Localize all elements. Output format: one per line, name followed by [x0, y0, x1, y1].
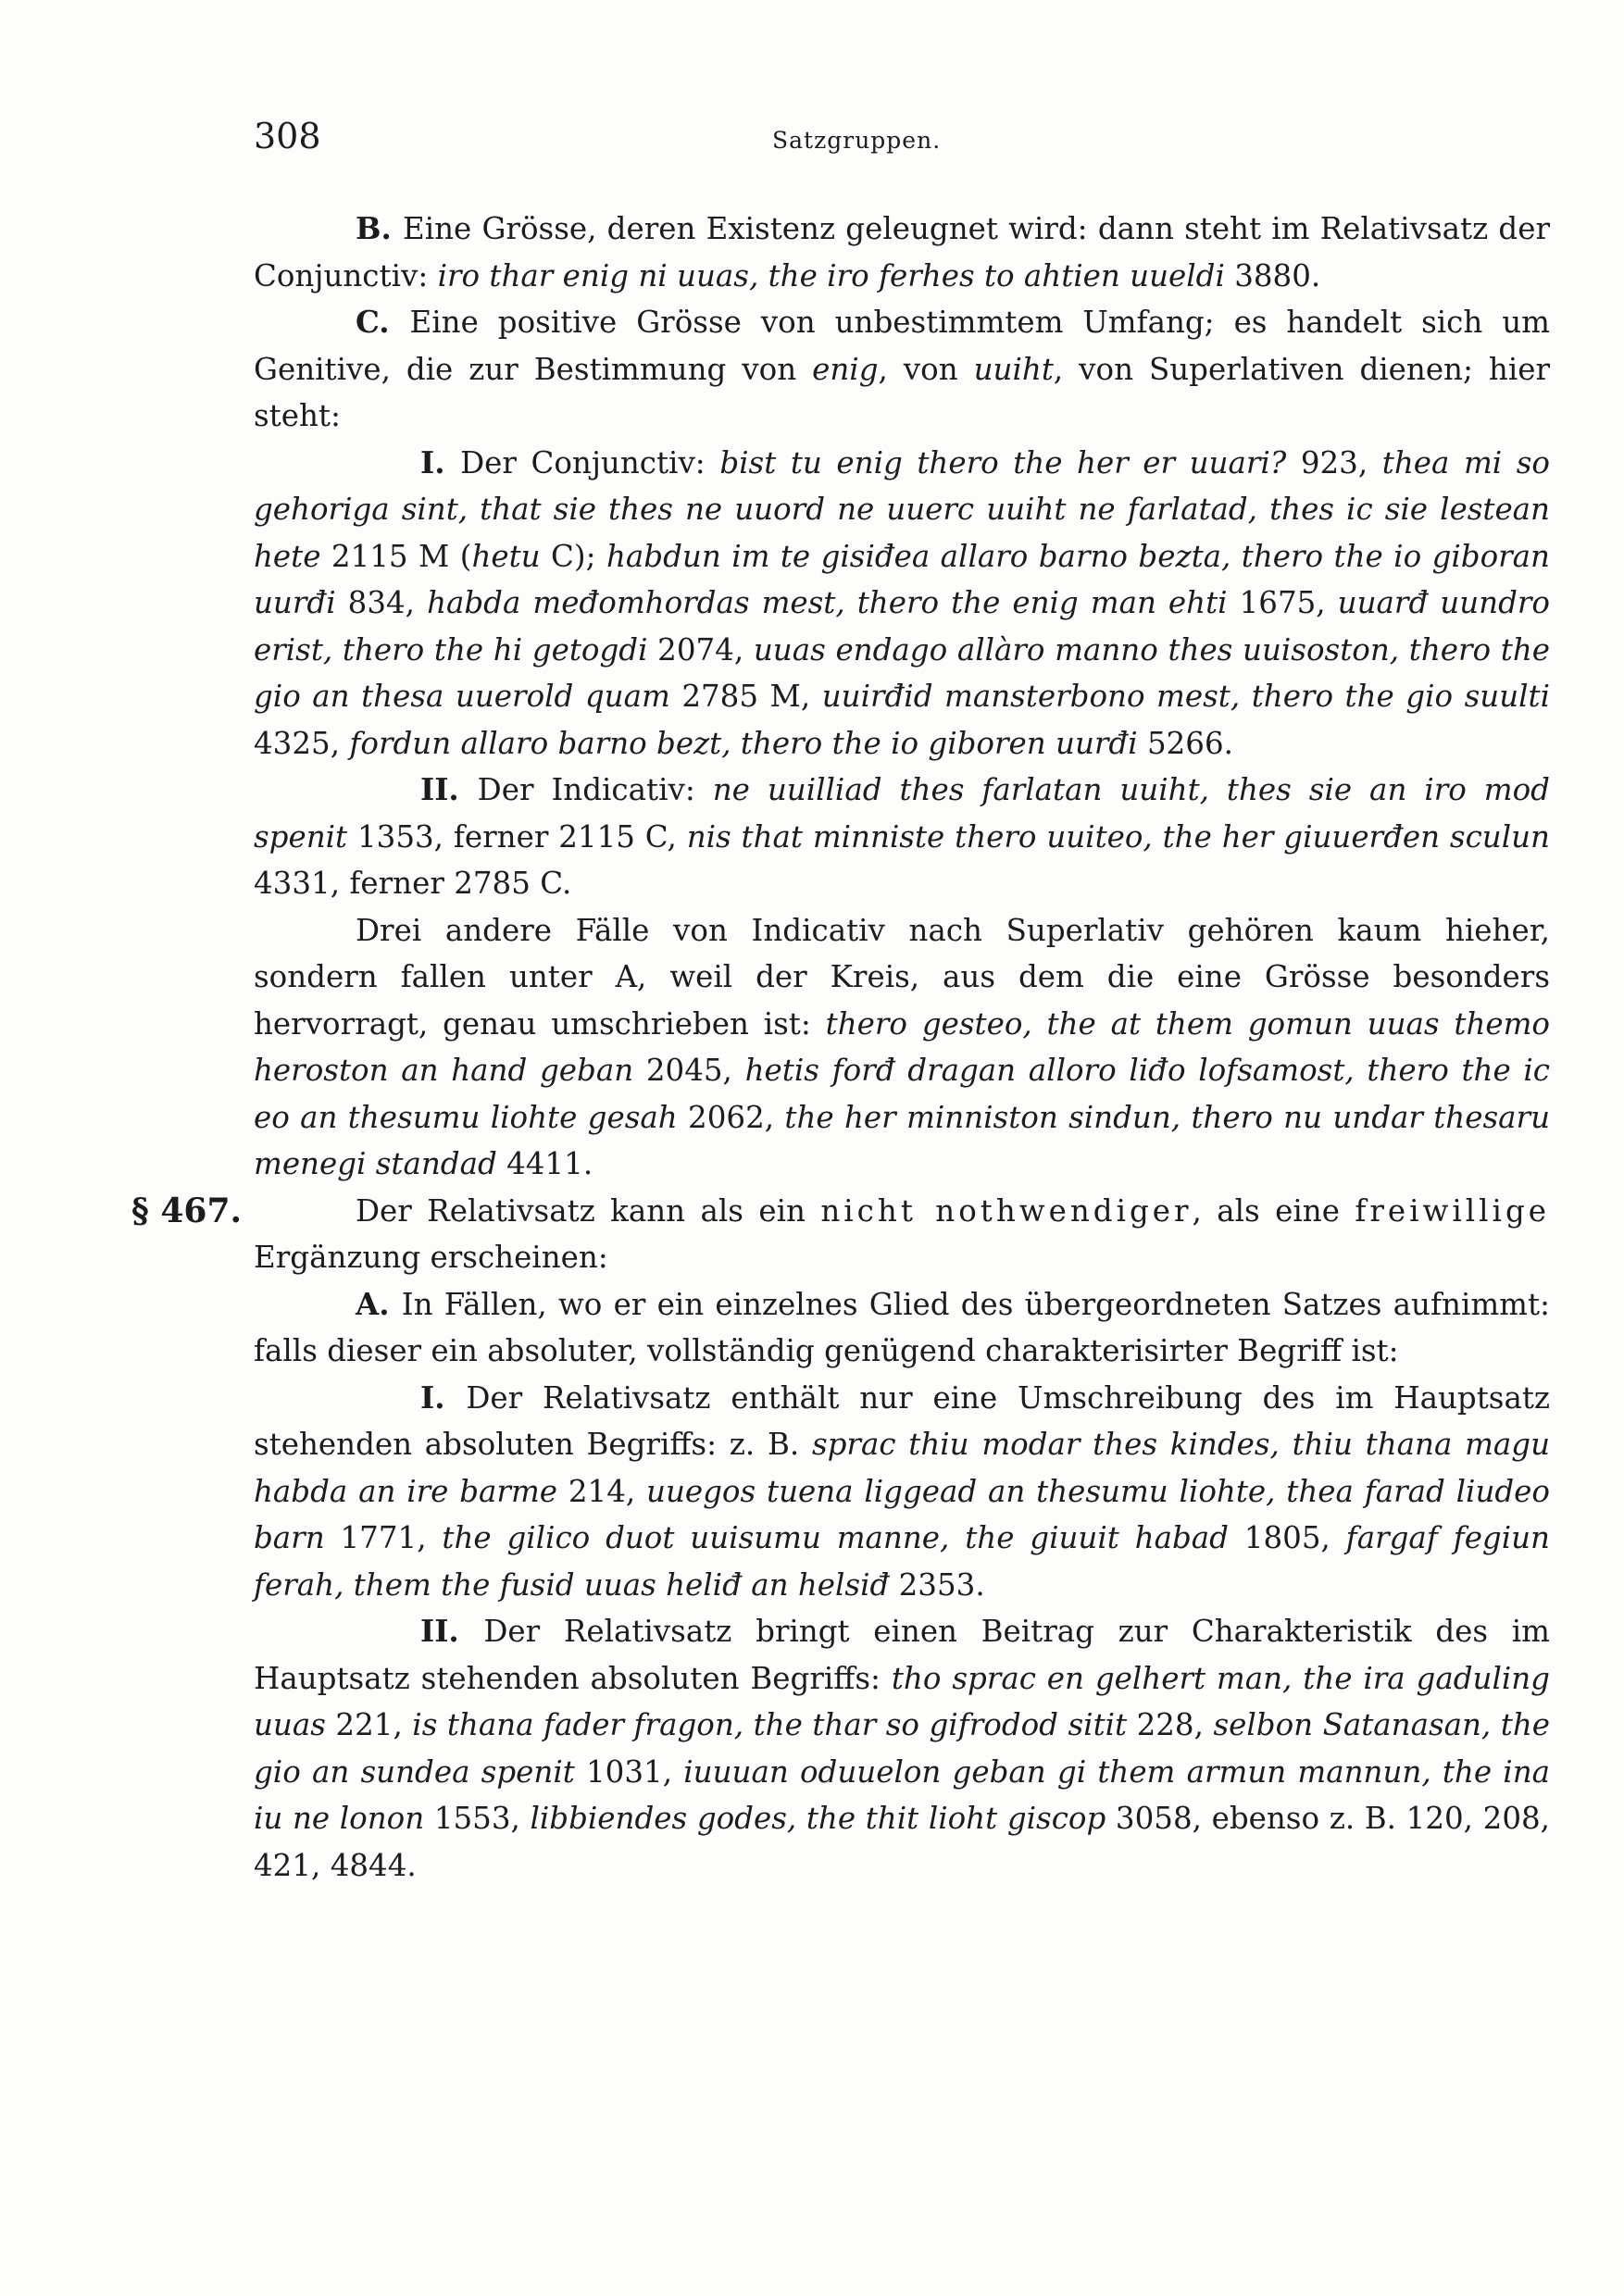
- text-segment: habdun im te gisiđea allaro barno bezta, thero the io giboran uurđi: [254, 538, 1550, 620]
- text-segment: 2353.: [889, 1566, 985, 1603]
- paragraph-section-467: [131, 1188, 1550, 1281]
- text-segment: 923,: [1286, 444, 1382, 480]
- text-segment: libbiendes godes, the thit lioht giscop: [530, 1801, 1106, 1836]
- text-segment: C.: [356, 304, 410, 340]
- text-segment: I.: [420, 443, 461, 480]
- text-segment: nis that minniste thero uuiteo, the her giuuerđen sculun: [686, 818, 1550, 855]
- text-segment: I.: [420, 1379, 467, 1416]
- paragraph-drei-andere: [254, 907, 1550, 1188]
- text-segment: nicht nothwendiger: [820, 1192, 1193, 1229]
- text-segment: uuarđ uundro erist, thero the hi getogdi: [254, 585, 1550, 668]
- text-segment: hetis forđ dragan alloro liđo lofsamost, thero the ic eo an thesumu liohte gesah: [254, 1053, 1550, 1135]
- text-segment: Eine Grösse, deren Existenz geleugnet wird: dann steht im Relativsatz der Conjunctiv:: [254, 211, 1550, 293]
- page-header: [254, 116, 1550, 171]
- text-segment: uuiht: [973, 351, 1054, 387]
- paragraph-c-1: [254, 440, 1550, 767]
- paragraph-c-2: [254, 767, 1550, 907]
- text-segment: 5266.: [1137, 725, 1233, 761]
- text-segment: Drei andere Fälle von Indicativ nach Superlativ gehören kaum hieher, sondern fallen unter A, weil der Kreis, aus dem die eine Grösse besonders hervorragt, genau umschrieben ist:: [254, 912, 1550, 1042]
- text-segment: II.: [420, 1613, 484, 1649]
- text-segment: the gilico duot uuisumu manne, the giuuit habad: [442, 1520, 1229, 1555]
- text-segment: thero gesteo, the at them gomun uuas themo heroston an hand geban: [254, 1005, 1550, 1088]
- text-segment: , von: [878, 351, 974, 387]
- text-segment: 228,: [1127, 1707, 1214, 1742]
- page-number: 308: [254, 116, 321, 156]
- text-segment: 214,: [557, 1473, 647, 1509]
- paragraph-a: [254, 1281, 1550, 1375]
- text-segment: bist tu enig thero the her er uuari?: [719, 444, 1287, 480]
- text-segment: 3880.: [1224, 257, 1321, 293]
- text-segment: fordun allaro barno bezt, thero the io giboren uurđi: [349, 725, 1138, 761]
- text-segment: 1675,: [1227, 585, 1338, 620]
- text-segment: 1553,: [424, 1801, 531, 1836]
- text-segment: iuuuan oduuelon geban gi them armun mannun, the ina iu ne lonon: [254, 1753, 1551, 1836]
- text-segment: Ergänzung erscheinen:: [254, 1240, 608, 1275]
- text-segment: 2115 M (: [320, 538, 472, 574]
- text-segment: tho sprac en gelhert man, the ira gaduling uuas: [254, 1660, 1550, 1742]
- text-segment: Eine positive Grösse von unbestimmtem Umfang; es handelt sich um Genitive, die zur Bestimmung von: [254, 305, 1550, 387]
- paragraph-b: [254, 206, 1550, 299]
- paragraph-a-1: [254, 1375, 1550, 1609]
- text-segment: the her minniston sindun, thero nu undar thesaru menegi standad: [254, 1099, 1550, 1181]
- text-segment: hetu: [471, 538, 541, 574]
- text-segment: uuirđid mansterbono mest, thero the gio suulti: [821, 679, 1550, 714]
- text-segment: selbon Satanasan, the gio an sundea spenit: [254, 1707, 1550, 1790]
- running-title: Satzgruppen.: [772, 127, 942, 154]
- text-segment: Der Relativsatz enthält nur eine Umschreibung des im Hauptsatz stehenden absoluten Begriffs: z. B.: [254, 1379, 1550, 1462]
- text-segment: Der Relativsatz kann als ein: [356, 1192, 821, 1229]
- paragraph-c: [254, 299, 1550, 440]
- text-segment: uuegos tuena liggead an thesumu liohte, thea farad liudeo barn: [254, 1473, 1550, 1555]
- text-segment: 4411.: [496, 1146, 593, 1181]
- text-segment: 3058, ebenso z. B. 120, 208, 421, 4844.: [254, 1801, 1551, 1883]
- text-segment: 834,: [335, 585, 428, 620]
- text-segment: uuas endago allàro manno thes uuisoston, thero the gio an thesa uuerold quam: [254, 631, 1550, 714]
- section-467-text: [254, 1193, 1550, 1276]
- text-segment: 2045,: [633, 1053, 745, 1088]
- text-segment: A.: [356, 1285, 402, 1322]
- text-segment: II.: [420, 771, 478, 807]
- paragraph-a-2: [254, 1608, 1550, 1889]
- text-segment: 1805,: [1228, 1520, 1346, 1555]
- text-segment: 2785 M,: [669, 679, 822, 714]
- text-segment: Der Indicativ:: [477, 772, 713, 807]
- text-segment: 4331, ferner 2785 C.: [254, 866, 572, 901]
- text-segment: C);: [540, 538, 606, 574]
- text-segment: thea mi so gehoriga sint, that sie thes ne uuord ne uuerc uuiht ne farlatad, thes ic sie lestean hete: [254, 444, 1550, 574]
- text-segment: 1031,: [574, 1753, 684, 1790]
- text-segment: habda međomhordas mest, thero the enig man ehti: [427, 585, 1228, 620]
- text-segment: 1771,: [324, 1520, 443, 1555]
- text-segment: Der Relativsatz bringt einen Beitrag zur Charakteristik des im Hauptsatz stehenden absoluten Begriffs:: [254, 1614, 1550, 1696]
- text-segment: 1353, ferner 2115 C,: [347, 818, 687, 855]
- text-segment: ne uuilliad thes farlatan uuiht, thes sie an iro mod spenit: [254, 772, 1550, 855]
- text-segment: In Fällen, wo er ein einzelnes Glied des übergeordneten Satzes aufnimmt: falls dieser ein absoluter, vollständig genügend charakterisirter Begriff ist:: [254, 1286, 1550, 1368]
- text-segment: , als eine: [1192, 1192, 1355, 1229]
- text-segment: enig: [812, 351, 879, 387]
- text-segment: B.: [356, 210, 403, 246]
- text-segment: fargaf fegiun ferah, them the fusid uuas heliđ an helsiđ: [254, 1520, 1550, 1603]
- text-segment: , von Superlativen dienen; hier steht:: [254, 351, 1550, 433]
- text-segment: 221,: [325, 1707, 413, 1742]
- text-segment: iro thar enig ni uuas, the iro ferhes to ahtien uueldi: [437, 257, 1225, 293]
- text-segment: is thana fader fragon, the thar so gifrodod sitit: [412, 1707, 1128, 1742]
- page-body: [131, 206, 1551, 1889]
- text-segment: 2074,: [647, 631, 754, 668]
- text-segment: freiwillige: [1355, 1192, 1550, 1229]
- text-segment: Der Conjunctiv:: [460, 444, 720, 480]
- section-number: § 467.: [131, 1191, 243, 1230]
- text-segment: sprac thiu modar thes kindes, thiu thana magu habda an ire barme: [254, 1427, 1550, 1509]
- text-segment: 2062,: [677, 1099, 785, 1135]
- text-segment: 4325,: [254, 725, 350, 761]
